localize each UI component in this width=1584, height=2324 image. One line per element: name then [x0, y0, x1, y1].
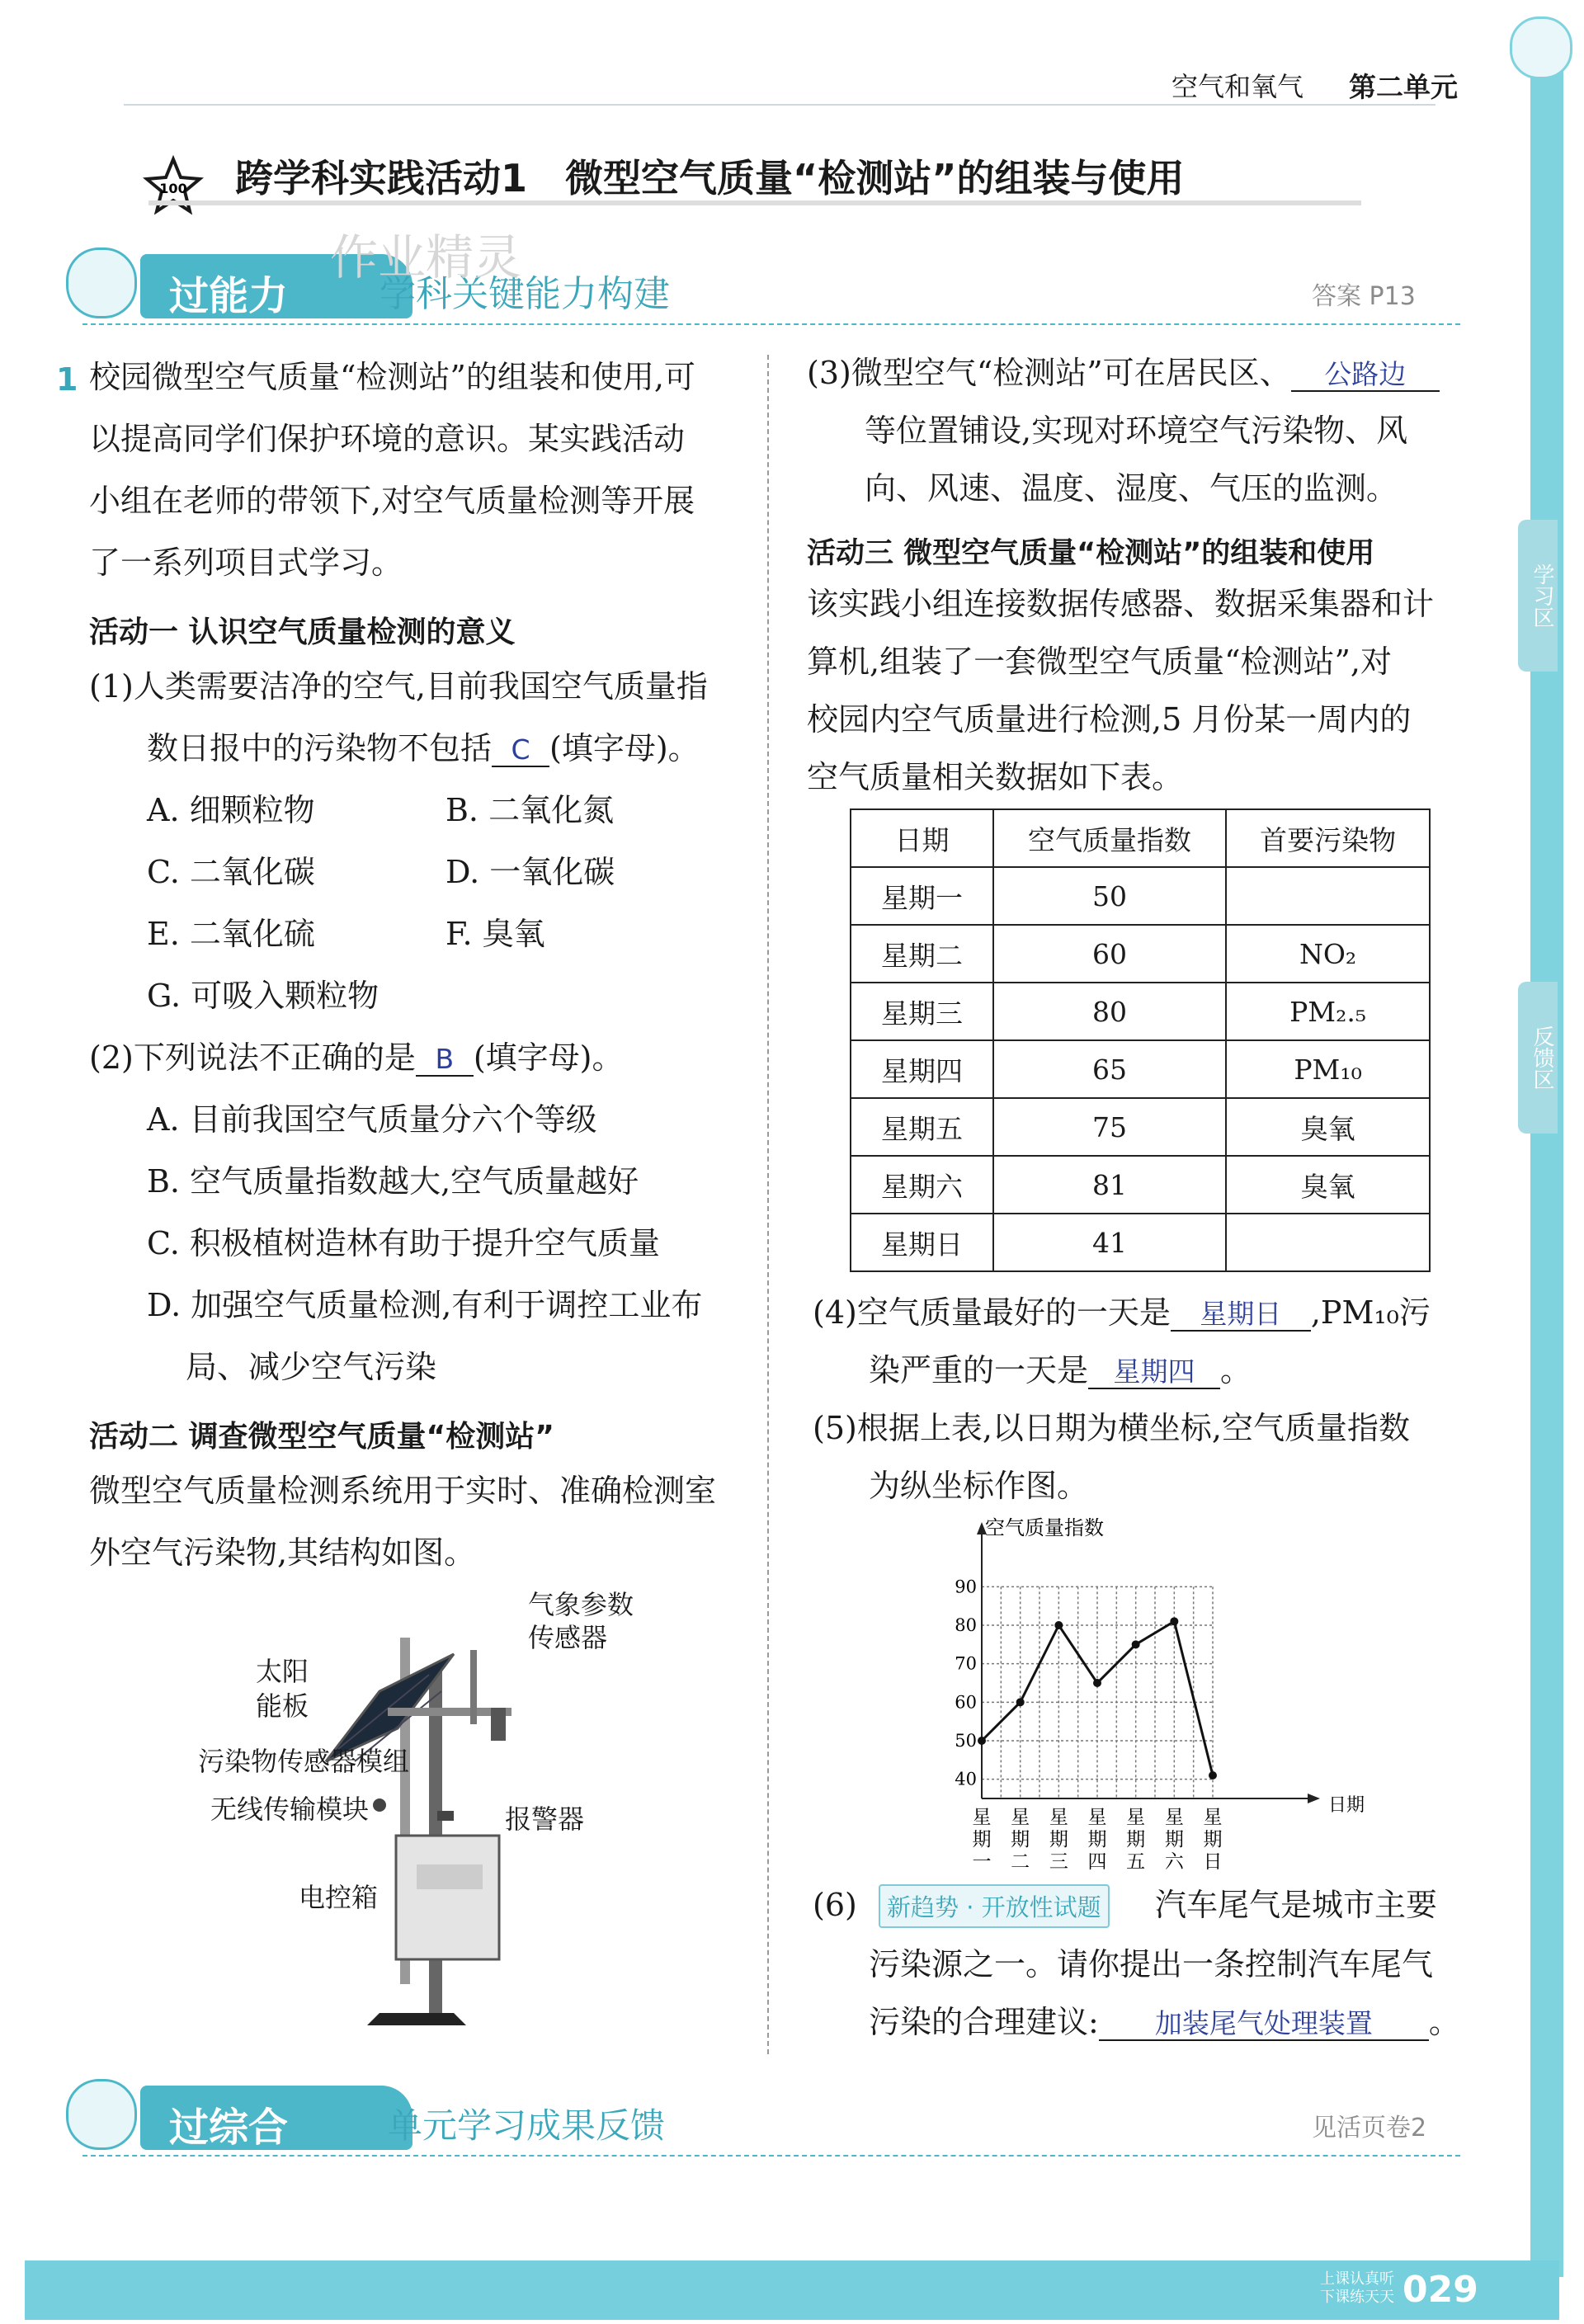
title-underline — [148, 200, 1361, 205]
page-number: 029 — [1402, 2269, 1478, 2311]
x-axis-arrow — [1308, 1794, 1320, 1803]
x-tick-label: 期 — [1126, 1829, 1146, 1850]
option: E. 二氧化硫 — [147, 916, 315, 952]
activity2-text: 微型空气质量检测系统用于实时、准确检测室 — [89, 1473, 717, 1509]
header-rule — [124, 104, 1436, 106]
label-solar-panel: 太阳 能板 — [256, 1656, 309, 1722]
intro-line: 校园微型空气质量“检测站”的组装和使用,可 — [89, 359, 695, 395]
activity2-title: 活动二 调查微型空气质量“检测站” — [89, 1420, 554, 1454]
intro-line: 小组在老师的带领下,对空气质量检测等开展 — [89, 483, 695, 519]
x-tick-label: 四 — [1087, 1851, 1107, 1873]
ribbon-subtitle: 学科关键能力构建 — [380, 273, 670, 315]
table-row: 星期四 65 PM₁₀ — [851, 1040, 1430, 1098]
page-title: 跨学科实践活动1 微型空气质量“检测站”的组装与使用 — [235, 156, 1185, 200]
option: A. 细颗粒物 — [147, 792, 315, 828]
x-tick-label: 星 — [1126, 1807, 1146, 1828]
ribbon-tag: 过能力 — [169, 273, 289, 319]
x-tick-label: 期 — [1087, 1829, 1107, 1850]
q3-line: 等位置铺设,实现对环境空气污染物、风 — [865, 412, 1408, 449]
y-axis-label: 空气质量指数 — [985, 1516, 1104, 1539]
sidetab-feedback[interactable]: 反馈区 — [1518, 982, 1558, 1134]
table-row: 星期三 80 PM₂.₅ — [851, 983, 1430, 1040]
q5-line: 为纵坐标作图。 — [869, 1468, 1089, 1504]
q4-line2: 染严重的一天是 星期四 。 — [869, 1352, 1252, 1388]
x-tick-label: 日 — [1203, 1851, 1223, 1873]
table-row: 星期一 50 — [851, 867, 1430, 925]
ribbon-tag: 过综合 — [169, 2105, 289, 2151]
table-header-row — [851, 809, 1430, 867]
answer-reference: 答案 P13 — [1312, 282, 1416, 311]
data-point — [1132, 1640, 1140, 1648]
x-axis-label: 日期 — [1328, 1795, 1365, 1816]
data-point — [1170, 1617, 1178, 1625]
answer-blank-5[interactable]: 星期四 — [1088, 1355, 1220, 1389]
q5-line: (5)根据上表,以日期为横坐标,空气质量指数 — [813, 1410, 1410, 1446]
q6-tag: 新趋势 · 开放性试题 — [879, 1884, 1110, 1928]
x-tick-label: 一 — [972, 1851, 992, 1873]
option: C. 二氧化碳 — [147, 854, 315, 890]
activity3-text: 校园内空气质量进行检测,5 月份某一周内的 — [807, 701, 1412, 738]
x-tick-label: 六 — [1164, 1851, 1184, 1873]
q4-line: (4)空气质量最好的一天是 星期日 ,PM₁₀污 — [813, 1294, 1431, 1331]
table-header: 日期 — [851, 809, 993, 867]
label-weather-sensor: 气象参数 传感器 — [528, 1589, 634, 1653]
activity3-text: 算机,组装了一套微型空气质量“检测站”,对 — [807, 643, 1393, 680]
x-tick-label: 期 — [1203, 1829, 1223, 1850]
data-point — [1209, 1771, 1217, 1780]
q3-line: (3)微型空气“检测站”可在居民区、 公路边 — [807, 357, 1440, 392]
data-point — [1093, 1679, 1101, 1687]
activity2-text: 外空气污染物,其结构如图。 — [89, 1534, 476, 1571]
y-tick-label: 40 — [955, 1769, 977, 1789]
y-tick-label: 80 — [955, 1615, 977, 1635]
question-number: 1 — [56, 361, 78, 398]
answer-blank-4[interactable]: 星期日 — [1171, 1297, 1311, 1332]
x-tick-label: 期 — [972, 1829, 992, 1850]
option: B. 空气质量指数越大,空气质量越好 — [147, 1163, 639, 1200]
aqi-line-chart — [940, 1516, 1365, 1873]
column-divider — [767, 355, 769, 2054]
q6-line3: 污染的合理建议: 加装尾气处理装置 。 — [869, 2004, 1460, 2040]
table-header: 首要污染物 — [1226, 809, 1430, 867]
x-tick-label: 期 — [1049, 1829, 1068, 1850]
x-tick-label: 星 — [1203, 1807, 1223, 1828]
y-tick-label: 90 — [955, 1577, 977, 1597]
page-edge-right — [1530, 25, 1563, 2277]
ribbon-subtitle: 单元学习成果反馈 — [388, 2105, 666, 2146]
data-point — [978, 1737, 986, 1745]
option: C. 积极植树造林有助于提升空气质量 — [147, 1225, 660, 1261]
reference: 见活页卷2 — [1312, 2114, 1427, 2143]
header-unit: 第二单元 — [1349, 71, 1458, 103]
answer-blank-3[interactable]: 公路边 — [1291, 357, 1440, 392]
y-tick-label: 60 — [955, 1692, 977, 1713]
x-tick-label: 三 — [1049, 1851, 1068, 1873]
answer-blank-6[interactable]: 加装尾气处理装置 — [1099, 2006, 1429, 2041]
q2-line: (2)下列说法不正确的是 B (填字母)。 — [89, 1039, 624, 1076]
data-table — [850, 808, 1431, 1272]
x-tick-label: 期 — [1011, 1829, 1030, 1850]
label-wireless-module: 无线传输模块 — [210, 1794, 370, 1825]
table-row: 星期日 41 — [851, 1214, 1430, 1271]
q6-line: 汽车尾气是城市主要 — [1155, 1887, 1438, 1923]
answer-blank-2[interactable]: B — [416, 1042, 474, 1077]
table-header: 空气质量指数 — [993, 809, 1226, 867]
x-tick-label: 星 — [1049, 1807, 1068, 1828]
data-point — [1054, 1621, 1063, 1629]
intro-line: 以提高同学们保护环境的意识。某实践活动 — [89, 421, 686, 457]
q3-line: 向、风速、温度、湿度、气压的监测。 — [865, 470, 1398, 507]
activity3-text: 空气质量相关数据如下表。 — [807, 759, 1184, 795]
table-row: 星期五 75 臭氧 — [851, 1098, 1430, 1156]
sidetab-study[interactable]: 学习区 — [1518, 520, 1558, 672]
ribbon-dashline — [82, 2155, 1460, 2157]
intro-line: 了一系列项目式学习。 — [89, 544, 403, 581]
svg-text:100: 100 — [159, 181, 187, 196]
y-tick-label: 50 — [955, 1731, 977, 1751]
option: D. 加强空气质量检测,有利于调控工业布 — [147, 1287, 703, 1323]
label-alarm: 报警器 — [505, 1803, 585, 1835]
x-tick-label: 星 — [1011, 1807, 1030, 1828]
ribbon-guozonghe — [66, 2079, 1460, 2170]
x-tick-label: 星 — [972, 1807, 992, 1828]
activity1-title: 活动一 认识空气质量检测的意义 — [89, 615, 516, 649]
star-icon — [144, 157, 202, 214]
activity3-title: 活动三 微型空气质量“检测站”的组装和使用 — [807, 537, 1375, 570]
table-row: 星期六 81 臭氧 — [851, 1156, 1430, 1214]
mascot-icon — [66, 247, 137, 318]
option: B. 二氧化氮 — [446, 792, 615, 828]
x-tick-label: 星 — [1164, 1807, 1184, 1828]
label-pollutant-sensor: 污染物传感器模组 — [198, 1746, 410, 1777]
activity3-text: 该实践小组连接数据传感器、数据采集器和计 — [807, 586, 1435, 622]
data-point — [1016, 1698, 1025, 1706]
x-tick-label: 五 — [1126, 1851, 1146, 1873]
watermark: 作业精灵 — [330, 229, 522, 285]
option: D. 一氧化碳 — [446, 854, 615, 890]
ribbon-dashline — [82, 323, 1460, 325]
option: A. 目前我国空气质量分六个等级 — [147, 1101, 597, 1138]
mascot-icon — [1510, 16, 1572, 79]
answer-blank-1[interactable]: C — [492, 733, 549, 767]
x-tick-label: 期 — [1164, 1829, 1184, 1850]
label-control-box: 电控箱 — [299, 1882, 379, 1913]
ribbon-guonengli — [66, 247, 1460, 338]
x-tick-label: 星 — [1087, 1807, 1107, 1828]
q6-number: (6) — [813, 1887, 857, 1923]
table-row: 星期二 60 NO₂ — [851, 925, 1430, 983]
q1-line2: 数日报中的污染物不包括 C (填字母)。 — [147, 730, 700, 766]
header-section: 空气和氧气 — [1172, 71, 1304, 102]
option: G. 可吸入颗粒物 — [147, 978, 380, 1014]
q1-line: (1)人类需要洁净的空气,目前我国空气质量指 — [89, 668, 708, 705]
footer-slogan: 上课认真听 下课练天天 — [1320, 2270, 1394, 2306]
q6-line: 污染源之一。请你提出一条控制汽车尾气 — [869, 1946, 1434, 1982]
y-tick-label: 70 — [955, 1653, 977, 1674]
x-tick-label: 二 — [1011, 1851, 1030, 1873]
option: 局、减少空气污染 — [186, 1349, 437, 1385]
option: F. 臭氧 — [446, 916, 545, 952]
mascot-icon — [66, 2079, 137, 2150]
